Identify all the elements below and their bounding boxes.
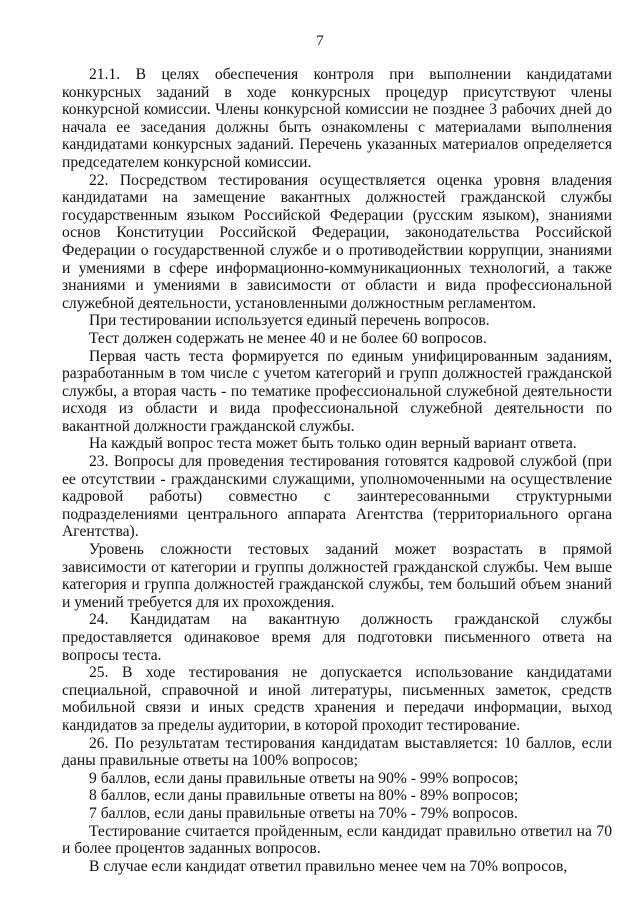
- paragraph-difficulty: Уровень сложности тестовых заданий может возрастать в прямой зависимости от категории и группы должностей гражданской службы. Чем выше категория и группа должностей гражданской службы, тем больший объем знаний и умений требуется для их прохождения.: [62, 541, 612, 611]
- paragraph-21-1: 21.1. В целях обеспечения контроля при выполнении кандидатами конкурсных заданий в ходе конкурсных процедур присутствуют члены конкурсной комиссии. Члены конкурсной комиссии не позднее 3 рабочих дней до начала ее заседания должны быть ознакомлены с материалами выполнения кандидатами конкурсных заданий. Перечень указанных материалов определяется председателем конкурсной комиссии.: [62, 66, 612, 171]
- document-body: [62, 66, 612, 875]
- paragraph-23: 23. Вопросы для проведения тестирования готовятся кадровой службой (при ее отсутствии - гражданскими служащими, уполномоченными на осуществление кадровой работы) совместно с заинтересованными структурными подразделениями центрального аппарата Агентства (территориального органа Агентства).: [62, 453, 612, 541]
- paragraph-passed: Тестирование считается пройденным, если кандидат правильно ответил на 70 и более процентов заданных вопросов.: [62, 822, 612, 858]
- paragraph-question-count: Тест должен содержать не менее 40 и не более 60 вопросов.: [89, 329, 487, 347]
- paragraph-22: 22. Посредством тестирования осуществляется оценка уровня владения кандидатами на замещение вакантных должностей гражданской службы государственным языком Российской Федерации (русским языком), знаниями основ Конституции Российской Федерации, законодательства Российской Федерации о государственной службе и о противодействии коррупции, знаниями и умениями в сфере информационно-коммуникационных технологий, а также знаниями и умениями в зависимости от области и вида профессиональной служебной деятельности, установленными должностным регламентом.: [62, 171, 612, 312]
- paragraph-question-list: При тестировании используется единый перечень вопросов.: [89, 312, 490, 330]
- paragraph-26: 26. По результатам тестирования кандидатам выставляется: 10 баллов, если даны правильные ответы на 100% вопросов;: [62, 734, 612, 770]
- paragraph-24: 24. Кандидатам на вакантную должность гражданской службы предоставляется одинаковое время для подготовки письменного ответа на вопросы теста.: [62, 611, 612, 664]
- paragraph-single-answer: На каждый вопрос теста может быть только один верный вариант ответа.: [89, 435, 577, 453]
- paragraph-25: 25. В ходе тестирования не допускается использование кандидатами специальной, справочной и иной литературы, письменных заметок, средств мобильной связи и иных средств хранения и передачи информации, выход кандидатов за пределы аудитории, в которой проходит тестирование.: [62, 664, 612, 734]
- paragraph-score-8: 8 баллов, если даны правильные ответы на 80% - 89% вопросов;: [89, 787, 519, 805]
- paragraph-score-7: 7 баллов, если даны правильные ответы на 70% - 79% вопросов.: [89, 804, 518, 822]
- paragraph-score-9: 9 баллов, если даны правильные ответы на 90% - 99% вопросов;: [89, 769, 519, 787]
- paragraph-test-parts: Первая часть теста формируется по единым унифицированным заданиям, разработанным в том числе с учетом категорий и групп должностей гражданской службы, а вторая часть - по тематике профессиональной служебной деятельности исходя из области и вида профессиональной служебной деятельности по вакантной должности гражданской службы.: [62, 347, 612, 435]
- paragraph-failed: В случае если кандидат ответил правильно менее чем на 70% вопросов,: [89, 857, 568, 875]
- page-number: 7: [316, 33, 324, 49]
